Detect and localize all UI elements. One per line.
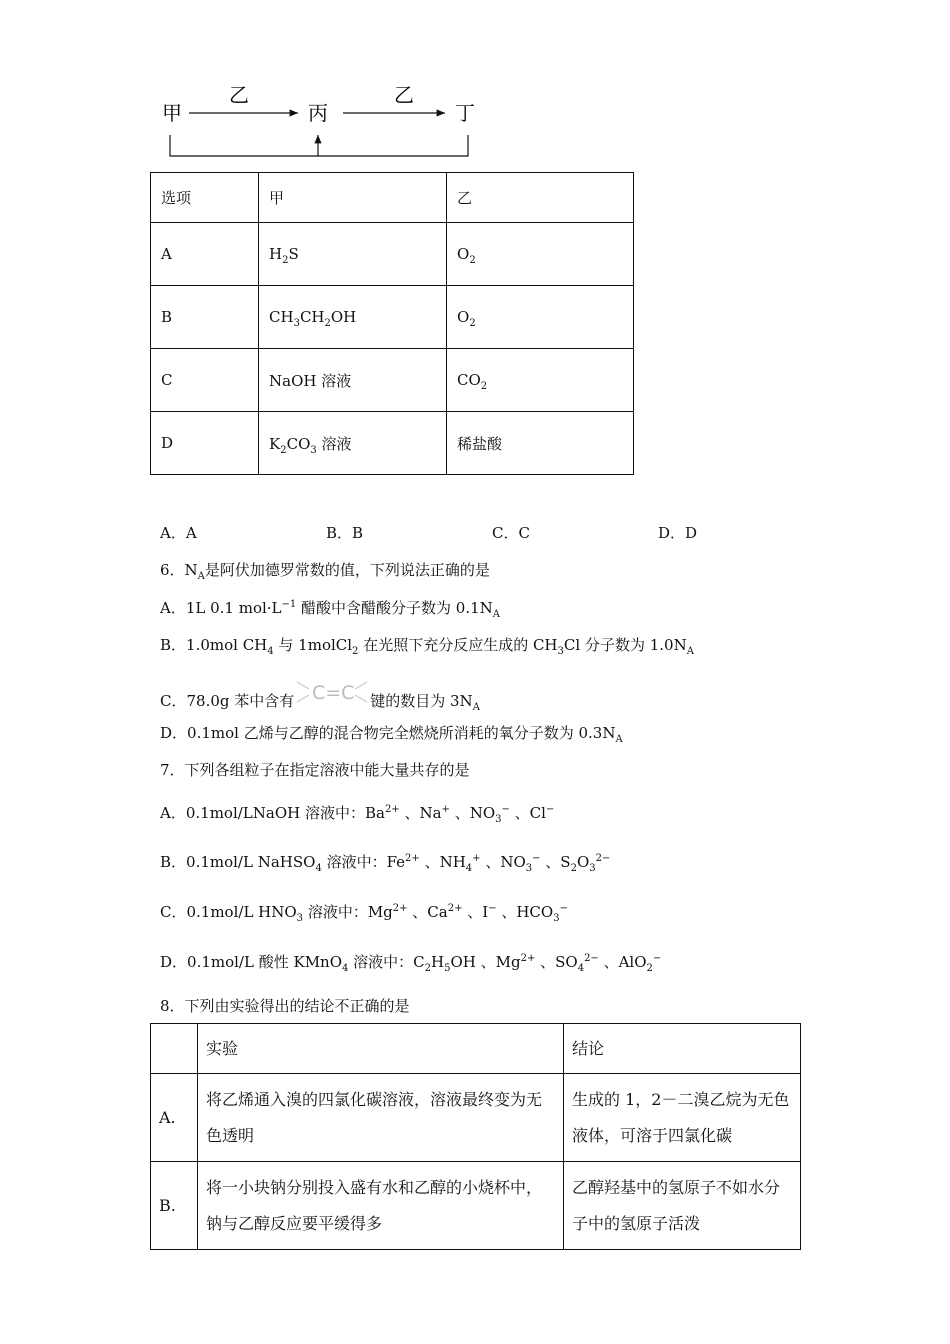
table-row	[151, 1162, 801, 1250]
jia-cell: NaOH 溶液	[259, 349, 447, 412]
reaction-diagram	[155, 80, 495, 162]
conclusion-cell: 乙醇羟基中的氢原子不如水分子中的氢原子活泼	[564, 1162, 801, 1250]
yi-cell: $O_2$	[447, 286, 634, 349]
header-cell: 实验	[198, 1024, 564, 1074]
q6-option-c: C．78.0g 苯中含有 C=C 键的数目为 $3N_A$	[160, 686, 480, 711]
experiment-cell: 将乙烯通入溴的四氯化碳溶液，溶液最终变为无色透明	[198, 1074, 564, 1162]
header-cell: 甲	[259, 173, 447, 223]
experiment-table	[150, 1023, 801, 1250]
q8-stem: 8．下列由实验得出的结论不正确的是	[160, 997, 410, 1015]
q7-stem: 7．下列各组粒子在指定溶液中能大量共存的是	[160, 761, 470, 779]
header-cell	[151, 1024, 198, 1074]
table-row	[151, 1074, 801, 1162]
bracket-line	[170, 135, 468, 156]
header-cell: 选项	[151, 173, 259, 223]
q6-option-d: D．0.1mol 乙烯与乙醇的混合物完全燃烧所消耗的氧分子数为 $0.3N_A$	[160, 724, 623, 745]
q6-stem: 6．$N_A$是阿伏加德罗常数的值，下列说法正确的是	[160, 561, 490, 582]
yi-cell: $O_2$	[447, 223, 634, 286]
table-row	[151, 349, 634, 412]
options-table	[150, 172, 634, 475]
q7-option-a: A．0.1mol/LNaOH 溶液中：$Ba^{2+}$ 、Na+ 、$NO_3^-$ 、Cl−	[160, 804, 555, 825]
experiment-cell: 将一小块钠分别投入盛有水和乙醇的小烧杯中，钠与乙醇反应要平缓得多	[198, 1162, 564, 1250]
node-ding: 丁	[455, 101, 475, 125]
q5-option-c: C．C	[492, 524, 530, 542]
cc-bond-label: C=C	[312, 682, 355, 704]
table-row	[151, 412, 634, 475]
q6-option-b: B．1.0mol $CH_4$ 与 1molCl$_2$ 在光照下充分反应生成的 $CH_3Cl$ 分子数为 $1.0N_A$	[160, 636, 694, 657]
table-header-row	[151, 173, 634, 223]
q7-option-c: C．0.1mol/L $HNO_3$ 溶液中：$Mg^{2+}$ 、$Ca^{2+}$ 、I− 、$HCO_3^-$	[160, 903, 568, 924]
option-cell: B	[151, 286, 259, 349]
q5-option-b: B．B	[326, 524, 364, 542]
bond-lines	[294, 678, 370, 708]
q5-option-d: D．D	[658, 524, 698, 542]
yi-cell: $CO_2$	[447, 349, 634, 412]
cc-double-bond-structure	[294, 682, 370, 710]
table-header-row	[151, 1024, 801, 1074]
table-row	[151, 223, 634, 286]
node-jia: 甲	[162, 101, 182, 125]
header-cell: 乙	[447, 173, 634, 223]
q6-option-a: A．1L 0.1 $mol\cdot L^{-1}$ 醋酸中含醋酸分子数为 $0.1N_A$	[160, 599, 501, 620]
header-cell: 结论	[564, 1024, 801, 1074]
conclusion-cell: 生成的 1，2－二溴乙烷为无色液体，可溶于四氯化碳	[564, 1074, 801, 1162]
jia-cell: $H_2S$	[259, 223, 447, 286]
option-cell: C	[151, 349, 259, 412]
jia-cell: $K_2CO_3$ 溶液	[259, 412, 447, 475]
node-bing: 丙	[308, 101, 328, 125]
q5-option-a: A．A	[160, 524, 197, 542]
table-row	[151, 286, 634, 349]
option-cell: D	[151, 412, 259, 475]
q6-c-prefix: C．78.0g 苯中含有	[160, 692, 295, 710]
arrow2-label: 乙	[394, 83, 414, 107]
jia-cell: $CH_3CH_2OH$	[259, 286, 447, 349]
row-label: B.	[151, 1162, 198, 1250]
q7-option-d: D．0.1mol/L 酸性 KMnO$_4$ 溶液中：$C_2H_5OH$ 、$Mg^{2+}$ 、$SO_4^{2-}$ 、AlO$_2$−	[160, 953, 662, 974]
yi-cell: 稀盐酸	[447, 412, 634, 475]
q7-option-b: B．0.1mol/L NaHSO$_4$ 溶液中：$Fe^{2+}$ 、$NH_4^+$ 、$NO_3^-$ 、$S_2O_3^{2-}$	[160, 853, 611, 874]
option-cell: A	[151, 223, 259, 286]
row-label: A.	[151, 1074, 198, 1162]
arrow1-label: 乙	[229, 83, 249, 107]
